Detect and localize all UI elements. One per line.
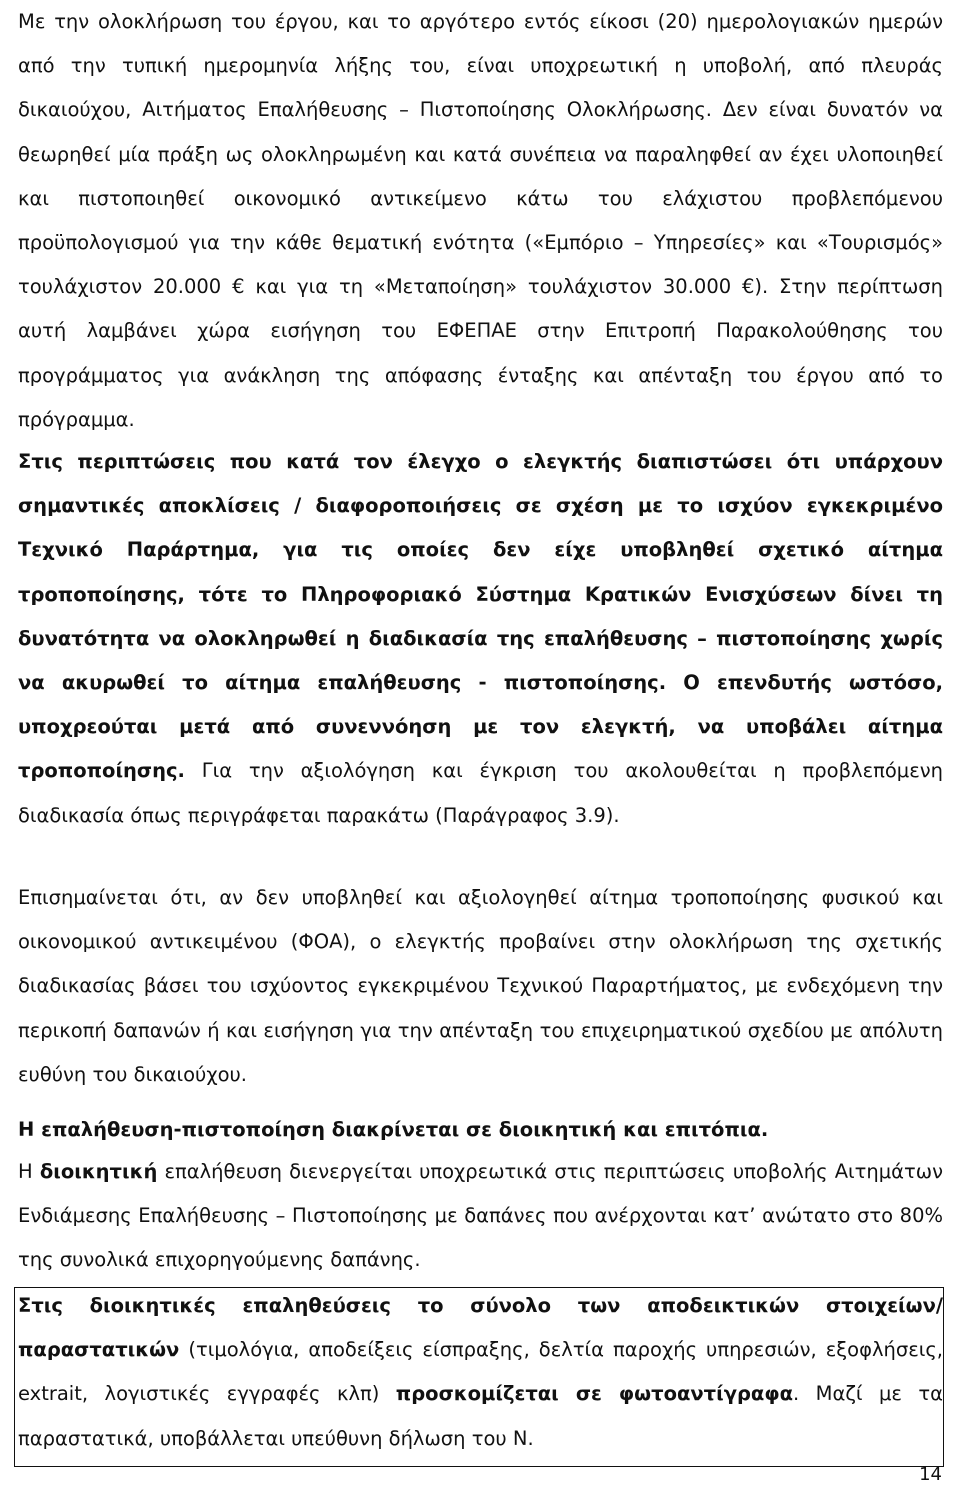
p5-bold-term: διοικητική [39, 1160, 158, 1183]
paragraph-boxed-documents [18, 1284, 943, 1461]
paragraph-verification-types-bold: Η επαλήθευση-πιστοποίηση διακρίνεται σε διοικητική και επιτόπια. [18, 1118, 769, 1141]
paragraph-deviations [18, 440, 943, 838]
p5-prefix: Η [18, 1160, 40, 1183]
p5-rest: επαλήθευση διενεργείται υποχρεωτικά στις περιπτώσεις υποβολής Αιτημάτων Ενδιάμεσης Επαλήθευσης – Πιστοποίησης με δαπάνες που ανέρχονται κατ’ ανώτατο στο 80% της συνολικά επιχορηγούμενης δαπάνης. [18, 1160, 943, 1272]
p6-bold-2: προσκομίζεται σε φωτοαντίγραφα [395, 1382, 793, 1406]
paragraph-modification-note: Επισημαίνεται ότι, αν δεν υποβληθεί και αξιολογηθεί αίτημα τροποποίησης φυσικού και οικονομικού αντικειμένου (ΦΟΑ), ο ελεγκτής προβαίνει στην ολοκλήρωση της σχετικής διαδικασίας βάσει του ισχύοντος εγκεκριμένου Τεχνικού Παραρτήματος, με ενδεχόμενη την περικοπή δαπανών ή και εισήγηση για την απένταξη του επιχειρηματικού σχεδίου με απόλυτη ευθύνη του δικαιούχου. [18, 886, 943, 1086]
p6-text-1: (τιμολόγια, αποδείξεις είσπραξης, δελτία παροχής υπηρεσιών, εξοφλήσεις, extrait, λογιστικές εγγραφές κλπ) [18, 1338, 943, 1406]
paragraph-administrative-verification [18, 1150, 943, 1283]
paragraph-verification-types [18, 1108, 943, 1152]
p6-bold-1: Στις διοικητικές επαληθεύσεις το σύνολο των αποδεικτικών στοιχείων/παραστατικών [18, 1294, 943, 1362]
page-number: 14 [919, 1464, 942, 1485]
paragraph-deviations-bold: Στις περιπτώσεις που κατά τον έλεγχο ο ελεγκτής διαπιστώσει ότι υπάρχουν σημαντικές αποκλίσεις / διαφοροποιήσεις σε σχέση με το ισχύον εγκεκριμένο Τεχνικό Παράρτημα, για τις οποίες δεν είχε υποβληθεί σχετικό αίτημα τροποποίησης, τότε το Πληροφοριακό Σύστημα Κρατικών Ενισχύσεων δίνει τη δυνατότητα να ολοκληρωθεί η διαδικασία της επαλήθευσης – πιστοποίησης χωρίς να ακυρωθεί το αίτημα επαλήθευσης - πιστοποίησης. Ο επενδυτής ωστόσο, υποχρεούται μετά από συνεννόηση με τον ελεγκτή, να υποβάλει αίτημα τροποποίησης. [18, 450, 943, 783]
paragraph-deviations-rest: Για την αξιολόγηση και έγκριση του ακολουθείται η προβλεπόμενη διαδικασία όπως περιγράφεται παρακάτω (Παράγραφος 3.9). [18, 759, 943, 827]
paragraph-completion-request: Με την ολοκλήρωση του έργου, και το αργότερο εντός είκοσι (20) ημερολογιακών ημερών από την τυπική ημερομηνία λήξης του, είναι υποχρεωτική η υποβολή, από πλευράς δικαιούχου, Αιτήματος Επαλήθευσης – Πιστοποίησης Ολοκλήρωσης. Δεν είναι δυνατόν να θεωρηθεί μία πράξη ως ολοκληρωμένη και κατά συνέπεια να παραληφθεί αν έχει υλοποιηθεί και πιστοποιηθεί οικονομικό αντικείμενο κάτω του ελάχιστου προβλεπόμενου προϋπολογισμού για την κάθε θεματική ενότητα («Εμπόριο – Υπηρεσίες» και «Τουρισμός» τουλάχιστον 20.000 € και για τη «Μεταποίηση» τουλάχιστον 30.000 €). Στην περίπτωση αυτή λαμβάνει χώρα εισήγηση του ΕΦΕΠΑΕ στην Επιτροπή Παρακολούθησης του προγράμματος για ανάκληση της απόφασης ένταξης και απένταξη του έργου από το πρόγραμμα. [18, 10, 943, 431]
p6-text-2: . Μαζί με τα παραστατικά, υποβάλλεται υπεύθυνη δήλωση του Ν. [18, 1382, 943, 1450]
